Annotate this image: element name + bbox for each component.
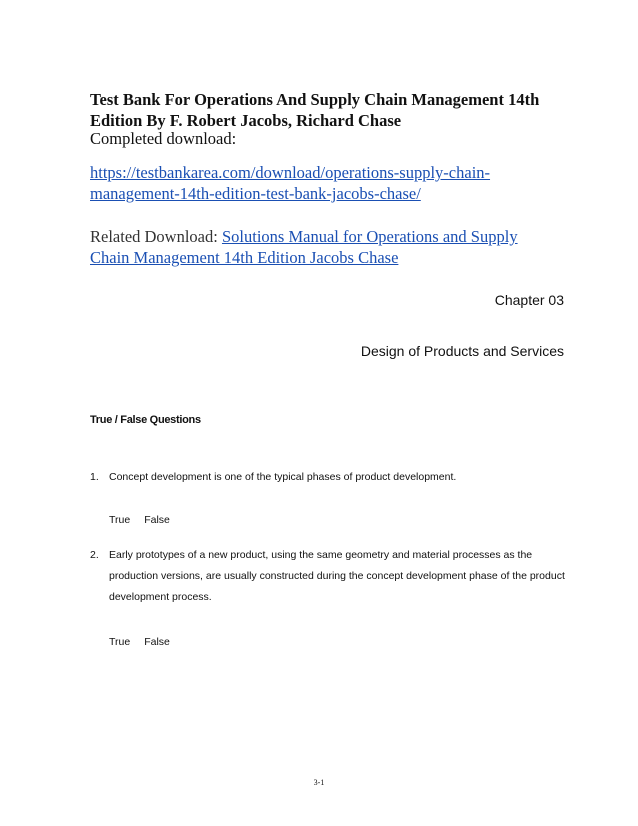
question-text: Early prototypes of a new product, using the same geometry and material processes as the production versions, are usually constructed during the concept development phase of the product development process. [109,549,565,603]
page-number: 3-1 [313,778,325,787]
question-text: Concept development is one of the typical phases of product development. [109,471,457,483]
true-option[interactable]: True [109,636,131,648]
true-false-options [109,514,184,526]
false-option[interactable]: False [144,514,170,526]
section-heading: True / False Questions [90,414,201,426]
chapter-title: Design of Products and Services [360,343,564,359]
related-download [90,226,560,268]
download-url-link[interactable]: https://testbankarea.com/download/operations-supply-chain-management-14th-edition-test-bank-jacobs-chase/ [90,163,491,203]
true-false-options [109,636,184,648]
completed-download-label: Completed download: [90,129,237,148]
document-title: Test Bank For Operations And Supply Chain Management 14th Edition By F. Robert Jacobs, Richard Chase [90,90,540,130]
false-option[interactable]: False [144,636,170,648]
true-option[interactable]: True [109,514,131,526]
chapter-number: Chapter 03 [494,292,564,308]
question-number: 2. [90,549,99,561]
download-url-block [90,162,565,204]
related-download-link[interactable]: Solutions Manual for Operations and Supply Chain Management 14th Edition Jacobs Chase [90,227,518,267]
related-download-label: Related Download: [90,227,222,246]
question-number: 1. [90,471,99,483]
